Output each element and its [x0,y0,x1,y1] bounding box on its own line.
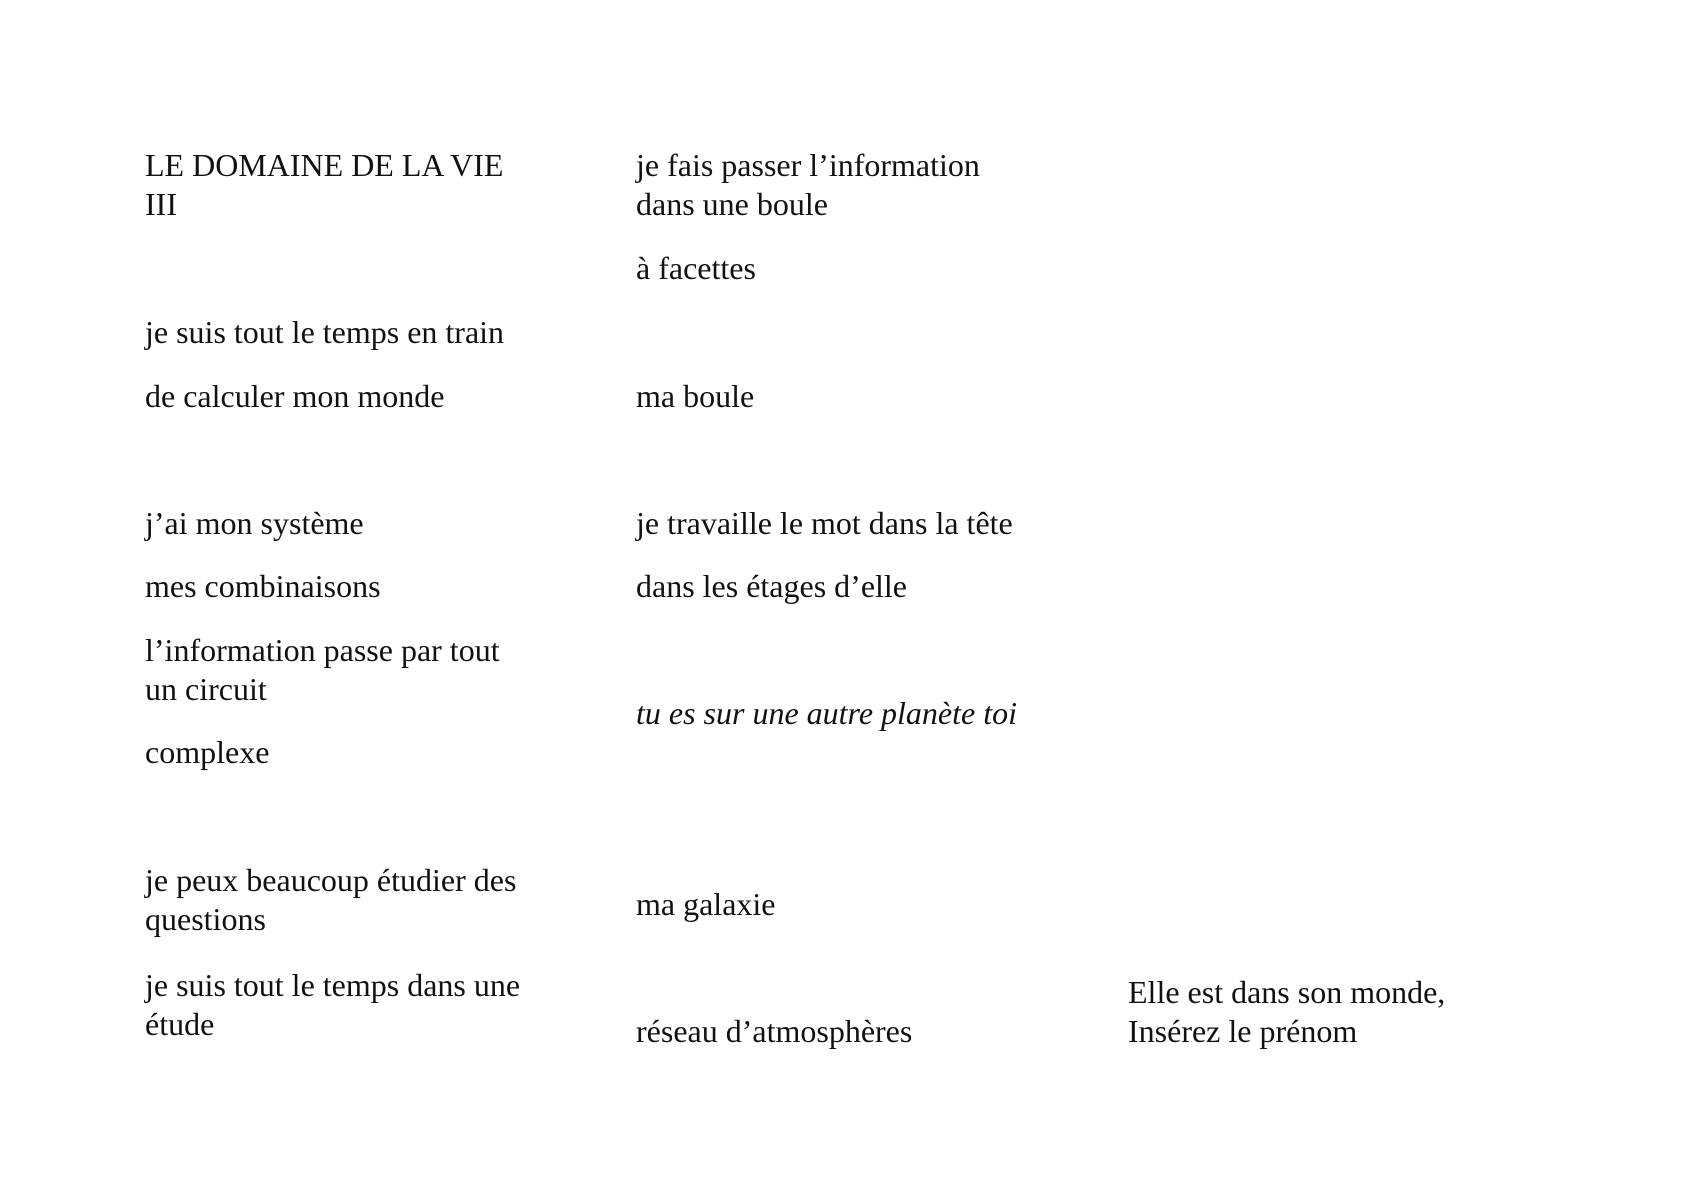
left-verse-line: j’ai mon système [145,505,364,541]
middle-verse-line: je fais passer l’information [636,147,980,183]
left-verse-line: un circuit [145,671,267,707]
right-note-line: Elle est dans son monde, [1128,974,1446,1010]
left-verse-line: mes combinaisons [145,568,381,604]
left-verse-line: je suis tout le temps en train [145,314,505,350]
left-verse-line: complexe [145,734,270,770]
left-verse-line: étude [145,1006,215,1042]
middle-verse-line: dans les étages d’elle [636,568,907,604]
left-verse-line: je peux beaucoup étudier des [145,862,517,898]
middle-verse-line: je travaille le mot dans la tête [636,505,1013,541]
left-verse-line: questions [145,901,266,937]
right-note-line: Insérez le prénom [1128,1013,1358,1049]
left-verse-line: de calculer mon monde [145,378,445,414]
middle-verse-italic-line: tu es sur une autre planète toi [636,695,1017,731]
middle-verse-line: réseau d’atmosphères [636,1013,913,1049]
middle-verse-line: dans une boule [636,186,828,222]
middle-verse-line: ma boule [636,378,755,414]
middle-verse-line: ma galaxie [636,886,776,922]
left-verse-line: l’information passe par tout [145,632,500,668]
poem-title-numeral: III [145,186,177,222]
left-verse-line: je suis tout le temps dans une [145,967,521,1003]
middle-verse-line: à facettes [636,250,756,286]
poem-title: LE DOMAINE DE LA VIE [145,147,504,183]
